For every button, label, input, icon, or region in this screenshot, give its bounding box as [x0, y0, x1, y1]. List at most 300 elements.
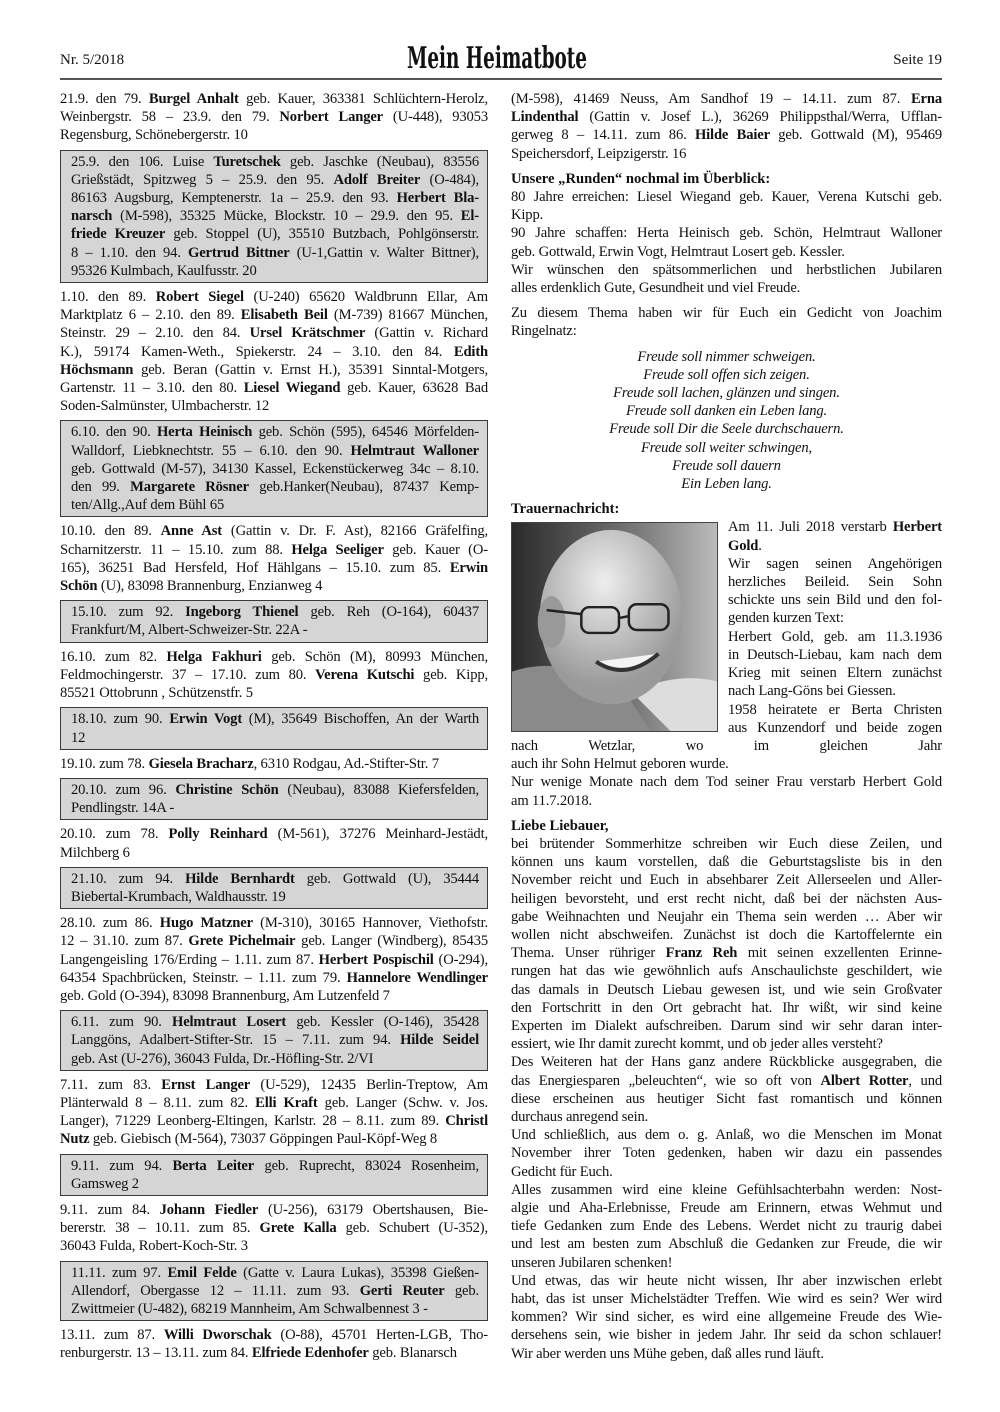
text-segment: ten/Allg.,Auf dem Bühl 65: [71, 497, 225, 514]
text-segment: Scharnitzerstr. 11 – 15.10. zum 88.: [60, 541, 292, 558]
text-line: [511, 871, 942, 889]
bold-name: Helmtraut Losert: [172, 1014, 287, 1031]
text-segment: (O-294),: [433, 951, 488, 968]
text-segment: 11.11. zum 97.: [71, 1264, 168, 1281]
bold-name: Liesel Wiegand: [243, 380, 341, 397]
text-line: [511, 1345, 942, 1363]
highlight-box: [60, 420, 488, 517]
text-line: [60, 577, 488, 595]
text-line: [60, 306, 488, 324]
text-line: [71, 1031, 479, 1049]
text-segment: durchaus anregend sein.: [511, 1108, 649, 1125]
text-line: [511, 1217, 942, 1235]
text-segment: Experten im Dialekt aufschreiben. Darum sind wir sehr daran inter-: [511, 1017, 942, 1034]
text-line: [511, 384, 942, 402]
text-line: [71, 621, 479, 639]
bold-name: Ernst Langer: [161, 1076, 251, 1093]
bold-name: Christine Schön: [175, 781, 279, 798]
paragraph: [60, 755, 488, 773]
text-line: [60, 90, 488, 108]
text-segment: den Fortschritt in den Ort gebracht hat. Ihr wißt, wir sind keine: [511, 999, 942, 1016]
text-line: [71, 781, 479, 799]
bold-name: Emil Felde: [167, 1264, 237, 1281]
text-segment: Herbert Gold, geb. am 11.3.1936: [728, 628, 942, 645]
text-line: [60, 541, 488, 559]
masthead-text: Mein Heimatbote: [407, 41, 587, 76]
text-segment: rungen hat das wie gewöhnlich aufs Anschaulichste geschildert, wie: [511, 963, 942, 980]
text-line: [60, 648, 488, 666]
text-segment: und lest am besten zum Abschluß die Gedanken zur Freude, die wir: [511, 1236, 942, 1253]
poem: [511, 348, 942, 494]
text-segment: alles erdenklich Gute, Gesundheit und viel Freude.: [511, 280, 801, 297]
text-segment: den 99.: [71, 479, 131, 496]
text-segment: (M-598), 35325 Mücke, Blockstr. 10 – 29.9. den 95.: [112, 208, 461, 225]
text-segment: Freude soll dauern: [672, 457, 781, 474]
text-segment: Langgöns, Adalbert-Stifter-Str. 15 – 7.11. zum 94.: [71, 1032, 401, 1049]
bold-name: Willi Dworschak: [163, 1327, 272, 1344]
bold-name: Gertrud Bittner: [188, 244, 290, 261]
text-segment: K.), 59174 Kamen-Weth., Spiekerstr. 24 – 3.10. den 84.: [60, 343, 454, 360]
text-line: [511, 206, 942, 224]
text-line: [511, 90, 942, 108]
text-segment: 21.10. zum 94.: [71, 870, 186, 887]
text-segment: Steinstr. 29 – 2.10. den 84.: [60, 325, 250, 342]
bold-name: Herta Heinisch: [156, 424, 253, 441]
text-segment: Milchberg 6: [60, 844, 130, 861]
text-segment: Wir wünschen den spätsommerlichen und herbstlichen Jubilaren: [511, 261, 942, 278]
bold-name: Elfriede Edenhofer: [251, 1345, 369, 1362]
bold-name: Hannelore Wendlinger: [346, 969, 489, 986]
text-segment: diese erscheinen aus heutiger Sicht fast romantisch und können: [511, 1090, 942, 1107]
paragraph: [511, 304, 942, 340]
text-segment: 165), 36251 Bad Hersfeld, Hof Hählgans – 15.10. zum 85.: [60, 559, 450, 576]
bold-name: Ingeborg Thienel: [185, 604, 299, 621]
text-segment: Wir aber werden uns Mühe geben, daß alles rund läuft.: [511, 1345, 824, 1362]
bold-name: Anne Ast: [160, 523, 223, 540]
bold-name: Hilde Bernhardt: [185, 870, 295, 887]
text-line: [511, 1126, 942, 1144]
text-line: [71, 189, 479, 207]
text-line: [71, 1013, 479, 1031]
text-segment: 15.10. zum 92.: [71, 604, 186, 621]
text-line: [60, 1094, 488, 1112]
text-segment: essiert, wie Ihr damit zurecht kommt, und ob jeder alles versteht?: [511, 1036, 883, 1053]
text-segment: können uns kaum vorstellen, daß die Geburtstagsliste bis in den: [511, 854, 942, 871]
text-segment: (Gattin v. Richard: [365, 325, 488, 342]
bold-name: Lindenthal: [511, 109, 579, 126]
paragraph: [60, 1076, 488, 1149]
bold-name: Hilde Baier: [694, 127, 770, 144]
text-segment: 8 – 1.10. den 94.: [71, 244, 188, 261]
text-segment: kommen? Wir sind sicher, es wird eine allgemeine Freude des Wie-: [511, 1309, 942, 1326]
bold-name: Helga Fakhuri: [166, 648, 262, 665]
text-segment: 85521 Ottobrunn , Schützenstfr. 5: [60, 685, 253, 702]
text-segment: Zu diesem Thema haben wir für Euch ein Gedicht von Joachim: [511, 305, 942, 322]
text-segment: (O-88), 45701 Herten-LGB, Tho-: [271, 1327, 488, 1344]
text-segment: Langengeisling 176/Erding – 1.11. zum 87.: [60, 951, 319, 968]
portrait-photo: [511, 522, 718, 732]
bold-name: Christl: [445, 1113, 488, 1130]
text-segment: bei brütender Sommerhitze schreiben wir Euch diese Zeilen, und: [511, 835, 942, 852]
text-line: [511, 475, 942, 493]
text-line: [511, 737, 942, 755]
bold-name: Berta Leiter: [172, 1157, 255, 1174]
paragraph: [511, 817, 942, 1363]
paragraph: [60, 914, 488, 1005]
text-line: [60, 969, 488, 987]
text-segment: , und: [908, 1072, 943, 1089]
text-segment: geb. Giebisch (M-564), 73037 Göppingen Paul-Köpf-Weg 8: [89, 1131, 438, 1148]
text-segment: mit seinen exzellenten Erinne-: [737, 945, 942, 962]
text-segment: Freude soll nimmer schweigen.: [637, 348, 816, 365]
text-segment: geb. Stoppel (U), 35510 Butzbach, Pohlgönserstr.: [165, 226, 479, 243]
text-segment: geb.Hanker(Neubau), 87437 Kemp-: [248, 479, 479, 496]
text-segment: 12 – 31.10. zum 87.: [60, 933, 189, 950]
bold-name: Elli Kraft: [255, 1094, 318, 1111]
bold-name: Herbert Bla-: [396, 190, 479, 207]
text-line: [71, 1050, 479, 1068]
text-line: [60, 1326, 488, 1344]
text-line: [71, 603, 479, 621]
masthead-logo: [405, 36, 590, 78]
bold-name: Verena Kutschi: [315, 666, 415, 683]
text-line: [71, 460, 479, 478]
text-segment: 10.10. den 89.: [60, 523, 161, 540]
text-line: [511, 1035, 942, 1053]
text-line: [71, 1175, 479, 1193]
text-line: [511, 999, 942, 1017]
text-line: [60, 343, 488, 361]
text-line: [60, 1130, 488, 1148]
section-heading: Trauernachricht:: [511, 501, 620, 518]
text-segment: 86163 Augsburg, Kemptenerstr. 1a – 25.9. den 93.: [71, 190, 397, 207]
bold-name: Erwin: [449, 559, 488, 576]
text-line: [60, 126, 488, 144]
bold-name: Adolf Breiter: [333, 171, 421, 188]
text-line: [511, 908, 942, 926]
text-segment: Freude soll danken ein Leben lang.: [625, 403, 828, 420]
text-segment: .: [758, 537, 762, 554]
paragraph: [60, 825, 488, 861]
text-line: [511, 224, 942, 242]
text-segment: Grießstädt, Spitzweg 5 – 25.9. den 95.: [71, 171, 334, 188]
text-segment: 18.10. zum 90.: [71, 711, 170, 728]
text-line: [71, 478, 479, 496]
text-segment: (M-739) 81667 München,: [327, 307, 488, 324]
text-segment: geb. Kauer, 363381 Schlüchtern-Herolz,: [238, 91, 488, 107]
text-line: [71, 888, 479, 906]
text-segment: Gartenstr. 11 – 3.10. den 80.: [60, 380, 244, 397]
text-line: [60, 951, 488, 969]
left-column: [60, 90, 488, 1368]
text-segment: Feldmochingerstr. 37 – 17.10. zum 80.: [60, 666, 316, 683]
text-line: [511, 1072, 942, 1090]
text-line: [71, 153, 479, 171]
text-segment: heiligen bevorsteht, und erst recht nicht, daß bei der nächsten Aus-: [511, 890, 942, 907]
bold-name: Burgel Anhalt: [148, 91, 239, 107]
text-line: [511, 420, 942, 438]
section-heading: Unsere „Runden“ nochmal im Überblick:: [511, 170, 771, 187]
text-line: [511, 1326, 942, 1344]
text-line: [60, 522, 488, 540]
text-line: [511, 1272, 942, 1290]
text-line: [511, 457, 942, 475]
text-segment: (Neubau), 83088 Kiefersfelden,: [278, 781, 480, 798]
text-segment: 1958 heiratete er Berta Christen: [728, 701, 942, 718]
text-segment: (U-448), 93053: [383, 109, 488, 126]
text-segment: geb. Langer (Schw. v. Jos.: [317, 1094, 488, 1111]
text-line: [511, 981, 942, 999]
text-line: [511, 1144, 942, 1162]
text-line: [511, 835, 942, 853]
text-segment: dersehens sein, wie bisher in jedem Jahr. Ihr seid da schon schlauer!: [511, 1327, 942, 1344]
bold-name: Turetschek: [213, 153, 281, 170]
text-segment: geb. Kauer, 63628 Bad: [340, 380, 488, 397]
text-segment: Pendlingstr. 14A -: [71, 800, 175, 817]
text-segment: geb. Beran (Gattin v. Ernst H.), 35391 Sinntal-Motgers,: [133, 361, 488, 378]
bold-name: Erna: [910, 91, 942, 107]
highlight-box: [60, 1154, 488, 1196]
text-segment: Und schließlich, aus dem o. g. Anlaß, wo die Menschen im Monat: [511, 1127, 942, 1144]
bold-name: Grete Pichelmair: [188, 933, 296, 950]
text-segment: genden kurzen Text:: [728, 610, 844, 627]
text-line: [60, 987, 488, 1005]
text-line: [511, 1235, 942, 1253]
text-segment: 36043 Fulda, Robert-Koch-Str. 3: [60, 1238, 248, 1255]
text-line: [60, 1237, 488, 1255]
text-segment: (O-484),: [420, 171, 479, 188]
text-line: [511, 890, 942, 908]
bold-name: Helga Seeliger: [291, 541, 384, 558]
text-segment: Plänterwald 8 – 8.11. zum 82.: [60, 1094, 256, 1111]
text-line: [71, 1157, 479, 1175]
text-segment: , 6310 Rodgau, Ad.-Stifter-Str. 7: [253, 755, 439, 772]
text-segment: geb. Kauer (O-: [383, 541, 488, 558]
text-line: [71, 799, 479, 817]
text-segment: Speichersdorf, Leipzigerstr. 16: [511, 145, 687, 162]
highlight-box: [60, 778, 488, 820]
highlight-box: [60, 1261, 488, 1322]
header-rule: [60, 78, 942, 80]
bold-name: Elisabeth Beil: [240, 307, 328, 324]
text-segment: Allendorf, Obergasse 12 – 11.11. zum 93.: [71, 1282, 360, 1299]
text-segment: 6.11. zum 90.: [71, 1014, 172, 1031]
text-segment: wollen nicht abschweifen. Zunächst ist doch die Kartoffelernte ein: [511, 926, 942, 943]
text-segment: (Gattin v. Josef L.), 36269 Philippsthal/Werra, Ufflan-: [578, 109, 942, 126]
paragraph: [511, 170, 942, 297]
section-heading: Liebe Liebauer,: [511, 817, 609, 834]
text-segment: Biebertal-Krumbach, Waldhausstr. 19: [71, 888, 286, 905]
text-line: [511, 1290, 942, 1308]
paragraph: [60, 288, 488, 415]
text-segment: 25.9. den 106. Luise: [71, 153, 214, 170]
text-segment: Thema. Unser rühriger: [511, 945, 666, 962]
text-segment: Marktplatz 6 – 2.10. den 89.: [60, 307, 241, 324]
text-segment: (Gatte v. Laura Lukas), 35398 Gießen-: [236, 1264, 479, 1281]
text-line: [71, 710, 479, 728]
text-line: [60, 684, 488, 702]
text-line: [60, 397, 488, 415]
text-line: [511, 1308, 942, 1326]
text-segment: geb. Gottwald (M), 95469: [769, 127, 943, 144]
text-segment: (U), 83098 Brannenburg, Enzianweg 4: [97, 578, 323, 595]
text-line: [71, 171, 479, 189]
text-line: [71, 1300, 479, 1318]
text-segment: Freude soll Dir die Seele durchschauern.: [609, 421, 844, 438]
issue-number: Nr. 5/2018: [60, 52, 125, 68]
bold-name: Norbert Langer: [279, 109, 383, 126]
text-segment: Soden-Salmünster, Ulmbacherstr. 12: [60, 398, 270, 415]
text-segment: Freude soll weiter schwingen,: [640, 439, 813, 456]
text-segment: herzliches Beileid. Sein Sohn: [728, 574, 942, 591]
text-segment: Nur wenige Monate nach dem Tod seiner Frau verstarb Herbert Gold: [511, 774, 942, 791]
text-segment: 20.10. zum 78.: [60, 826, 169, 843]
text-segment: habt, das ist unser Michelstädter Treffen. Wie wird es sein? Wer wird: [511, 1291, 942, 1307]
text-segment: Regensburg, Schönebergerstr. 10: [60, 127, 248, 144]
text-line: [511, 1053, 942, 1071]
text-segment: Ein Leben lang.: [681, 476, 772, 493]
text-segment: tiefe Gedanken zum Ende des Lebens. Werdet nicht zu traurig dabei: [511, 1218, 942, 1235]
text-line: [60, 324, 488, 342]
text-line: [71, 225, 479, 243]
text-line: [511, 944, 942, 962]
text-line: [60, 379, 488, 397]
text-segment: geb. Kessler (O-146), 35428: [286, 1014, 479, 1031]
text-segment: 16.10. zum 82.: [60, 648, 167, 665]
text-segment: (U-1,Gattin v. Walter Bittner),: [289, 244, 479, 261]
text-line: [511, 962, 942, 980]
bold-name: El-: [460, 208, 479, 225]
text-segment: Zwittmeier (U-482), 68219 Mannheim, Am Schwalbennest 3 -: [71, 1300, 428, 1317]
text-segment: nach Lang-Göns bei Giessen.: [728, 683, 896, 700]
bold-name: Robert Siegel: [155, 289, 244, 306]
text-segment: (Gattin v. Dr. F. Ast), 82166 Gräfelfing,: [222, 523, 488, 540]
highlight-box: [60, 1010, 488, 1071]
text-line: [511, 792, 942, 810]
text-line: [60, 1112, 488, 1130]
text-segment: Ringelnatz:: [511, 323, 577, 340]
bold-name: Franz Reh: [665, 945, 738, 962]
bold-name: Nutz: [60, 1131, 90, 1148]
text-line: [511, 439, 942, 457]
bold-name: Gold: [728, 537, 759, 554]
text-line: [511, 126, 942, 144]
bold-name: Helmtraut Walloner: [350, 442, 479, 459]
bold-name: Schön: [60, 578, 98, 595]
highlight-box: [60, 707, 488, 749]
text-segment: 9.11. zum 94.: [71, 1157, 173, 1174]
bold-name: Grete Kalla: [259, 1220, 337, 1237]
text-line: [511, 1199, 942, 1217]
text-line: [60, 108, 488, 126]
text-line: [511, 188, 942, 206]
text-line: [511, 773, 942, 791]
text-line: [511, 108, 942, 126]
text-segment: geb. Langer (Windberg), 85435: [295, 933, 488, 950]
text-line: [71, 496, 479, 514]
bold-name: friede Kreuzer: [71, 226, 166, 243]
text-line: [71, 1264, 479, 1282]
text-segment: Am 11. Juli 2018 verstarb: [728, 519, 893, 536]
text-segment: Des Weiteren hat der Hans ganz andere Rückblicke ausgegraben, die: [511, 1054, 942, 1071]
paragraph: [60, 90, 488, 145]
text-line: [60, 559, 488, 577]
bold-name: Herbert Pospischil: [318, 951, 434, 968]
bold-name: Hugo Matzner: [159, 915, 253, 932]
text-segment: renburgerstr. 13 – 13.11. zum 84.: [60, 1345, 252, 1362]
text-line: [60, 914, 488, 932]
highlight-box: [60, 600, 488, 642]
text-segment: geb. Gottwald (M-57), 34130 Kassel, Eckenstückerweg 34c – 8.10.: [71, 460, 479, 477]
text-segment: 80 Jahre erreichen: Liesel Wiegand geb. Kauer, Verena Kutschi geb.: [511, 189, 942, 206]
text-line: [60, 1219, 488, 1237]
text-line: [511, 261, 942, 279]
bold-name: Johann Fiedler: [159, 1201, 259, 1218]
text-segment: schickte uns sein Bild und den fol-: [728, 592, 942, 609]
bold-name: narsch: [71, 208, 113, 225]
text-line: [60, 361, 488, 379]
text-segment: bererstr. 38 – 10.11. zum 85.: [60, 1220, 260, 1237]
text-segment: 95326 Kulmbach, Kaulfusstr. 20: [71, 262, 257, 279]
text-segment: geb.: [444, 1282, 479, 1299]
paragraph: [60, 1326, 488, 1362]
text-segment: 9.11. zum 84.: [60, 1201, 160, 1218]
text-line: [60, 825, 488, 843]
text-segment: geb. Gottwald, Erwin Vogt, Helmtraut Losert geb. Kessler.: [511, 243, 845, 260]
bold-name: Polly Reinhard: [168, 826, 268, 843]
text-segment: geb. Schön (595), 64546 Mörfelden-: [252, 424, 479, 441]
text-line: [71, 207, 479, 225]
text-line: [511, 279, 942, 297]
text-line: [71, 423, 479, 441]
text-segment: 13.11. zum 87.: [60, 1327, 164, 1344]
bold-name: Giesela Bracharz: [148, 755, 254, 772]
text-segment: geb. Gold (O-394), 83098 Brannenburg, Am Lutzenfeld 7: [60, 987, 390, 1004]
text-segment: Krieg mit seinen Eltern zunächst: [728, 665, 942, 682]
text-segment: Gamsweg 2: [71, 1175, 139, 1192]
text-line: [60, 1076, 488, 1094]
text-segment: Alles zusammen wird eine kleine Gefühlsachterbahn werden: Nost-: [511, 1181, 942, 1198]
text-segment: (U-529), 12435 Berlin-Treptow, Am: [250, 1076, 488, 1093]
text-segment: (M-598), 41469 Neuss, Am Sandhof 19 – 14.11. zum 87.: [511, 91, 911, 107]
text-line: [60, 666, 488, 684]
text-segment: (M), 35649 Bischoffen, An der Warth: [242, 711, 479, 728]
text-segment: (M-561), 37276 Meinhard-Jestädt,: [267, 826, 488, 843]
text-segment: algie und Aha-Erlebnisse, Freude am Erinnern, etwas Wehmut und: [511, 1199, 942, 1216]
text-line: [511, 322, 942, 340]
text-segment: Weinbergstr. 58 – 23.9. den 79.: [60, 109, 280, 126]
text-line: [511, 1090, 942, 1108]
text-segment: gerweg 8 – 14.11. zum 86.: [511, 127, 695, 144]
text-line: [71, 870, 479, 888]
text-segment: 12: [71, 729, 86, 746]
paragraph: [60, 522, 488, 595]
text-line: [71, 729, 479, 747]
text-segment: unseren Jubilaren schenken!: [511, 1254, 673, 1271]
text-segment: 20.10. zum 96.: [71, 781, 176, 798]
text-line: [511, 348, 942, 366]
text-segment: 1.10. den 89.: [60, 289, 156, 306]
text-line: [511, 755, 942, 773]
text-segment: 90 Jahre schaffen: Herta Heinisch geb. Schön, Helmtraut Walloner: [511, 225, 942, 242]
text-line: [60, 844, 488, 862]
text-line: [511, 926, 942, 944]
paragraph: [511, 90, 942, 163]
text-line: [511, 1017, 942, 1035]
right-column: [511, 90, 942, 1370]
text-segment: (U-256), 63179 Obertshausen, Bie-: [258, 1201, 489, 1218]
text-segment: (U-240) 65620 Waldbrunn Ellar, Am: [243, 289, 488, 306]
